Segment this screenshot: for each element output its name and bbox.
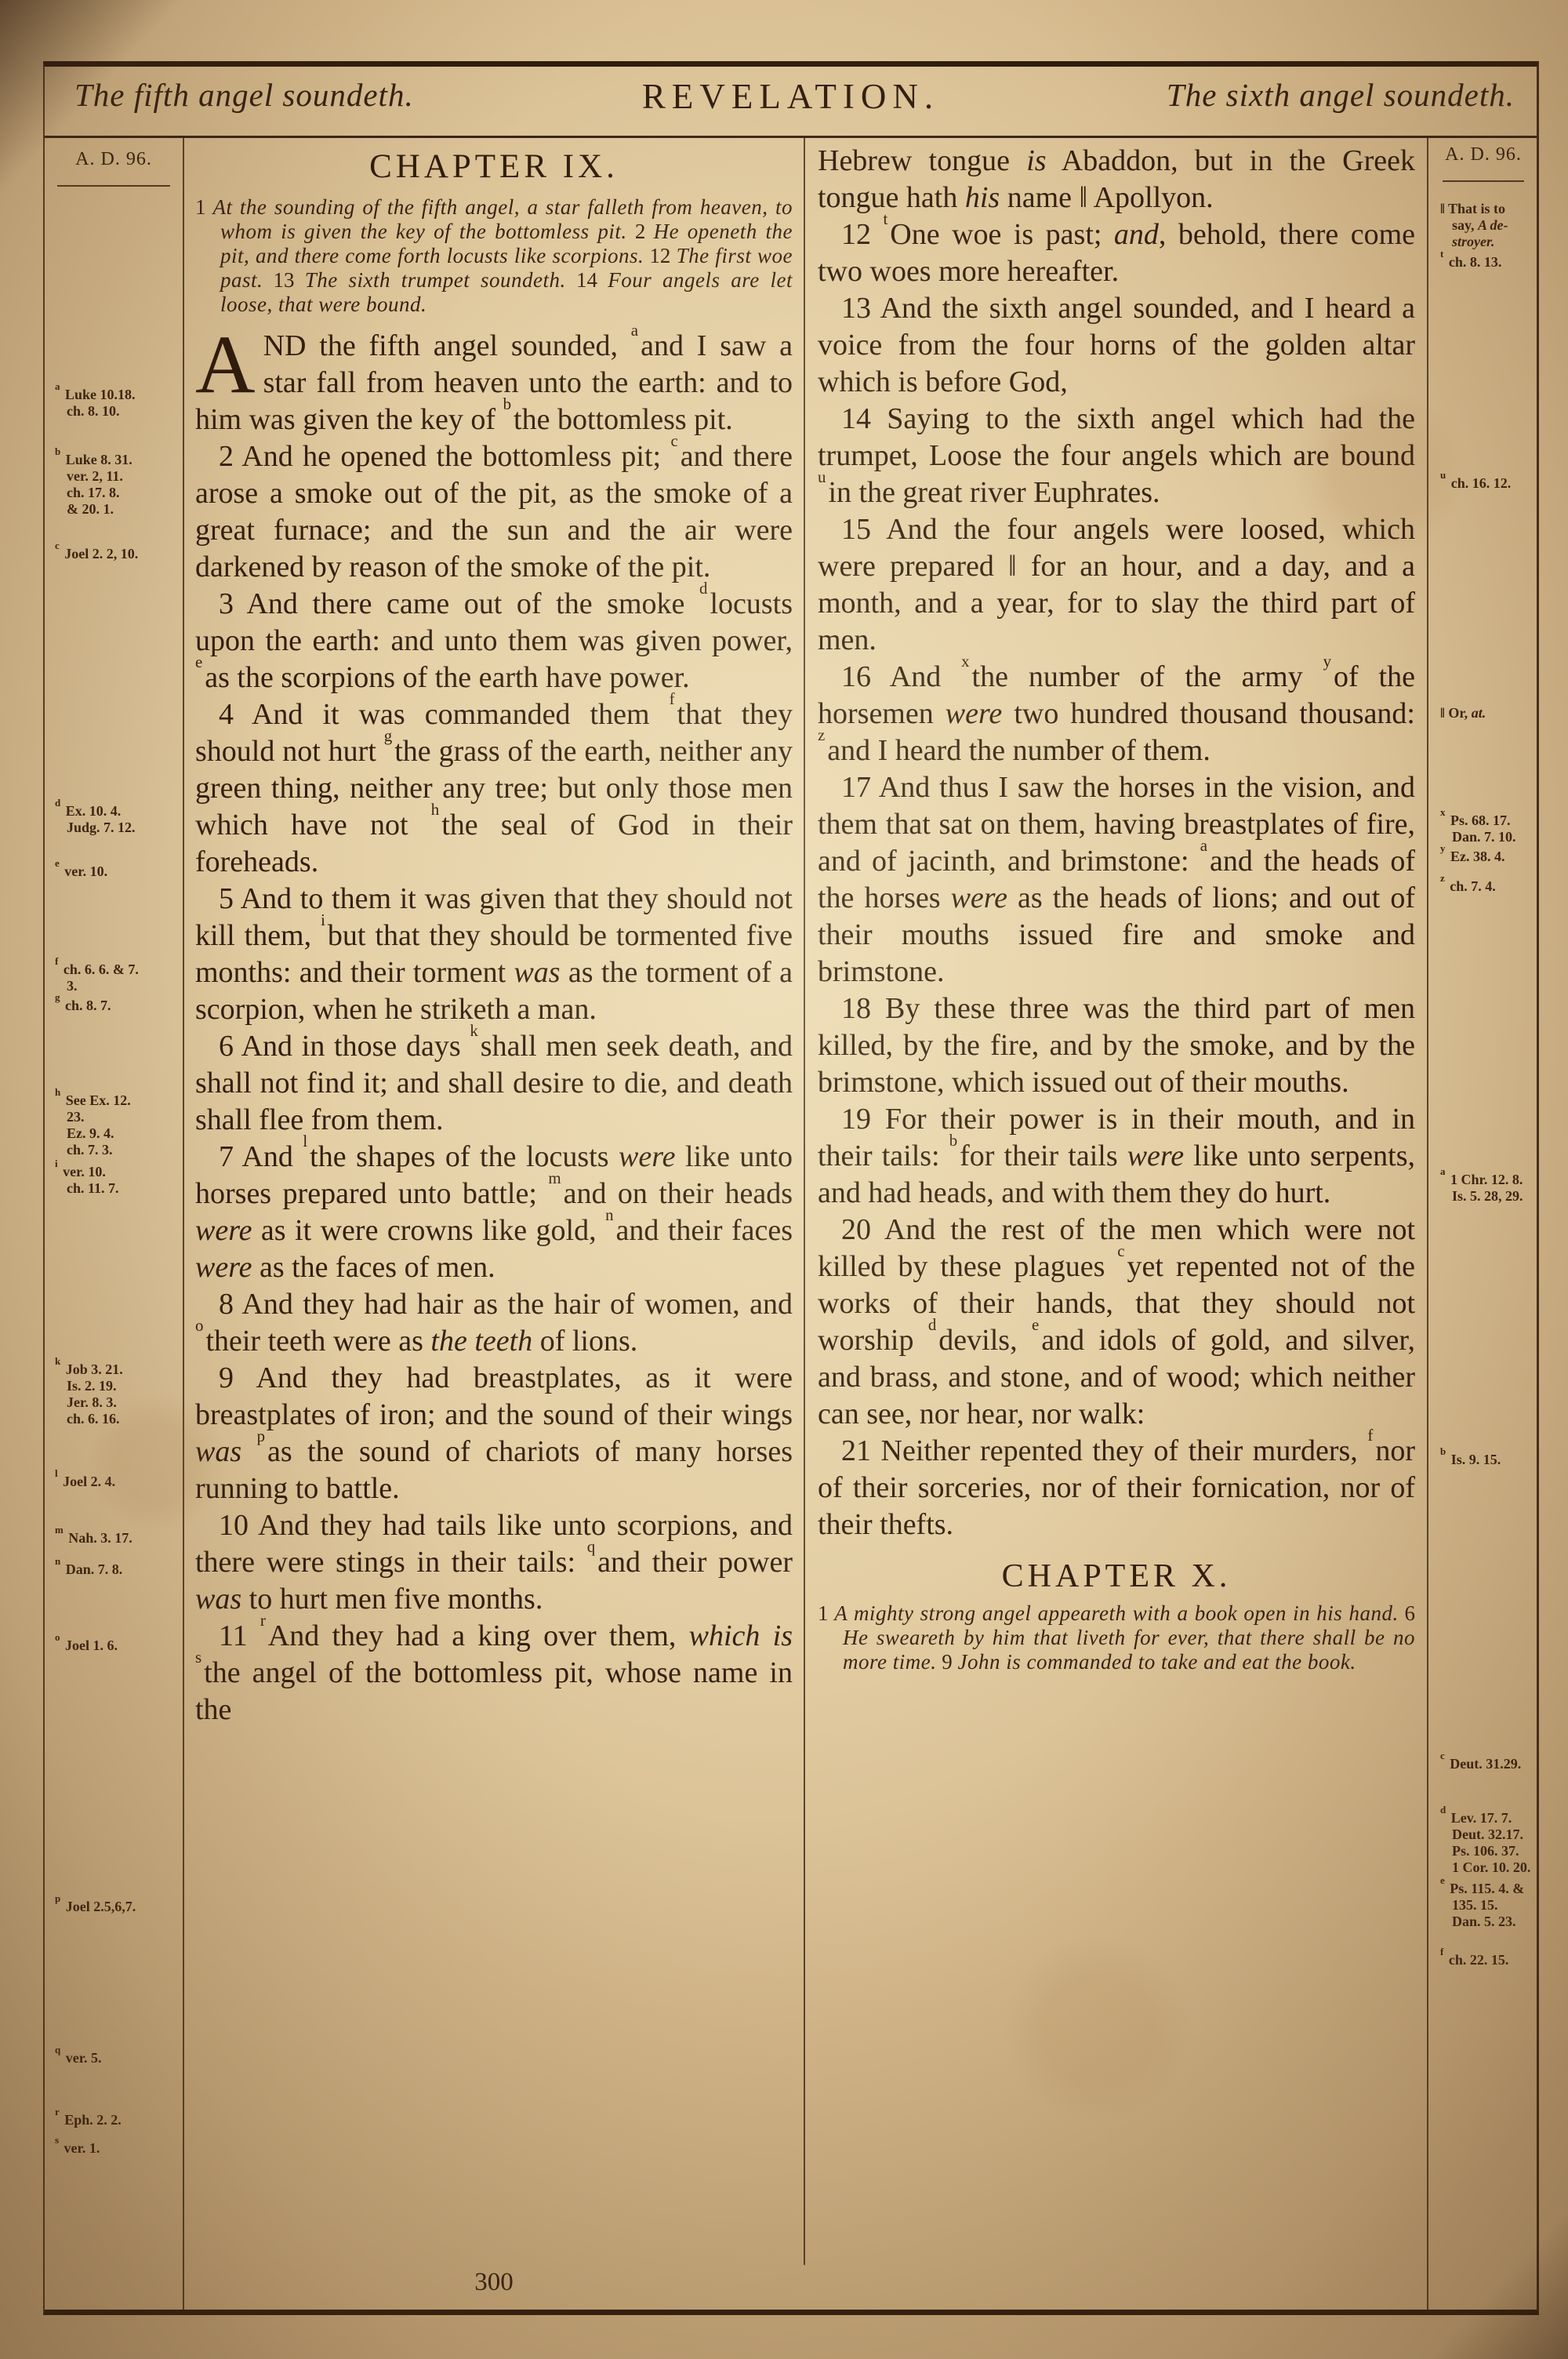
margin-note: $^e$ Ps. 115. 4. & 135. 15. Dan. 5. 23. bbox=[1440, 1874, 1525, 1929]
margin-note: $^n$ Dan. 7. 8. bbox=[55, 1555, 123, 1577]
page-number: 300 bbox=[474, 2268, 514, 2296]
verse: 19 For their power is in their mouth, and in their tails: $^b$for their tails were like unto serpents, and had heads, and with them they do hurt. bbox=[818, 1103, 1415, 1209]
margin-note: $^d$ Lev. 17. 7. Deut. 32.17. Ps. 106. 37. 1 Cor. 10. 20. bbox=[1440, 1804, 1531, 1875]
verse: 9 And they had breastplates, as it were breastplates of iron; and the sound of their wings was $^p$as the sound of chariots of many horses running to battle. bbox=[195, 1361, 793, 1505]
running-head-right: The sixth angel soundeth. bbox=[1166, 77, 1515, 113]
verse: 16 And $^x$the number of the army $^y$of the horsemen were two hundred thousand thousand: $^z$and I heard the number of them. bbox=[818, 651, 1415, 767]
margin-note: $^z$ ch. 7. 4. bbox=[1440, 872, 1496, 894]
running-head bbox=[45, 67, 1537, 138]
date-label-right: A. D. 96. bbox=[1445, 144, 1522, 165]
margin-note: $^f$ ch. 22. 15. bbox=[1440, 1946, 1509, 1968]
text-column-1 bbox=[184, 138, 804, 1728]
margin-note: $^c$ Joel 2. 2, 10. bbox=[55, 540, 139, 562]
margin-note: $^b$ Is. 9. 15. bbox=[1440, 1445, 1501, 1467]
margin-note: $^m$ Nah. 3. 17. bbox=[55, 1524, 132, 1546]
margin-note: $^f$ ch. 6. 6. & 7. 3. bbox=[55, 955, 139, 994]
verse: 17 And thus I saw the horses in the vision, and them that sat on them, having breastplates of fire, and of jacinth, and brimstone: $^a$and the heads of the horses were as the heads of lions; and out of their mouths issued fire and smoke and brimstone. bbox=[818, 771, 1415, 988]
date-label-left: A. D. 96. bbox=[75, 149, 152, 169]
verse: 5 And to them it was given that they should not kill them, $^i$but that they should be tormented five months: and their torment was as the torment of a scorpion, when he striketh a man. bbox=[195, 882, 793, 1026]
page-content bbox=[45, 138, 1537, 2310]
verse: 6 And in those days $^k$shall men seek death, and shall not find it; and shall desire to die, and death shall flee from them. bbox=[195, 1020, 793, 1136]
verse: 13 And the sixth angel sounded, and I heard a voice from the four horns of the golden altar which is before God, bbox=[818, 292, 1415, 398]
margin-note: $^p$ Joel 2.5,6,7. bbox=[55, 1892, 136, 1914]
margin-note: $^l$ Joel 2. 4. bbox=[55, 1467, 116, 1489]
margin-note: ‖ Or, at. bbox=[1440, 705, 1486, 721]
margin-note: $^s$ ver. 1. bbox=[55, 2134, 100, 2156]
margin-column-right bbox=[1430, 138, 1537, 2310]
margin-note: $^i$ ver. 10. ch. 11. 7. bbox=[55, 1158, 119, 1196]
page-border-frame bbox=[43, 61, 1539, 2315]
date-rule-right bbox=[1443, 180, 1524, 182]
chapter-10-heading: CHAPTER X. bbox=[1001, 1558, 1232, 1594]
verse: 15 And the four angels were loosed, which were prepared ‖ for an hour, and a day, and a month, and a year, for to slay the third part of men. bbox=[818, 513, 1415, 656]
margin-note: ‖ That is to say, A de- stroyer. bbox=[1440, 201, 1508, 249]
chapter-9-verses-column-2 bbox=[818, 143, 1415, 1543]
verse: 7 And $^l$the shapes of the locusts were like unto horses prepared unto battle; $^m$and on their heads were as it were crowns like gold, $^n$and their faces were as the faces of men. bbox=[195, 1131, 793, 1284]
margin-note: $^a$ 1 Chr. 12. 8. Is. 5. 28, 29. bbox=[1440, 1165, 1523, 1204]
margin-note: $^y$ Ez. 38. 4. bbox=[1440, 842, 1505, 864]
column-rule-center bbox=[804, 138, 805, 2265]
margin-note: $^e$ ver. 10. bbox=[55, 857, 108, 879]
margin-note: $^g$ ch. 8. 7. bbox=[55, 991, 111, 1013]
margin-column-left bbox=[45, 138, 183, 2310]
verse: 8 And they had hair as the hair of women, and $^o$their teeth were as the teeth of lions. bbox=[195, 1288, 793, 1358]
verse: 14 Saying to the sixth angel which had the trumpet, Loose the four angels which are bound $^u$in the great river Euphrates. bbox=[818, 402, 1415, 509]
verse: 20 And the rest of the men which were not killed by these plagues $^c$yet repented not of the works of their hands, that they should not worship $^d$devils, $^e$and idols of gold, and silver, and brass, and stone, and of wood; which neither can see, nor hear, nor walk: bbox=[818, 1213, 1415, 1430]
margin-note: $^a$ Luke 10.18. ch. 8. 10. bbox=[55, 380, 136, 419]
verse: 2 And he opened the bottomless pit; $^c$and there arose a smoke out of the pit, as the smoke of a great furnace; and the sun and the air were darkened by reason of the smoke of the pit. bbox=[195, 431, 793, 583]
margin-note: $^b$ Luke 8. 31. ver. 2, 11. ch. 17. 8. & 20. 1. bbox=[55, 445, 132, 517]
verse: 21 Neither repented they of their murders, $^f$nor of their sorceries, nor of their fornication, nor of their thefts. bbox=[818, 1425, 1415, 1541]
chapter-10-summary: 1 A mighty strong angel appeareth with a book open in his hand. 6 He sweareth by him that liveth for ever, that there shall be no more time. 9 John is commanded to take and eat the book. bbox=[818, 1601, 1415, 1674]
margin-note: $^x$ Ps. 68. 17. Dan. 7. 10. bbox=[1440, 806, 1516, 845]
verse: 18 By these three was the third part of men killed, by the fire, and by the smoke, and by the brimstone, which issued out of their mouths. bbox=[818, 992, 1415, 1099]
running-head-book-title: REVELATION. bbox=[641, 77, 940, 116]
margin-note: $^k$ Job 3. 21. Is. 2. 19. Jer. 8. 3. ch. 6. 16. bbox=[55, 1355, 123, 1427]
margin-note: $^h$ See Ex. 12. 23. Ez. 9. 4. ch. 7. 3. bbox=[55, 1086, 131, 1158]
text-column-2 bbox=[807, 138, 1426, 1685]
margin-note: $^u$ ch. 16. 12. bbox=[1440, 469, 1512, 491]
margin-note: $^c$ Deut. 31.29. bbox=[1440, 1750, 1522, 1772]
verse: 3 And there came out of the smoke $^d$locusts upon the earth: and unto them was given power, $^e$as the scorpions of the earth have power. bbox=[195, 578, 793, 694]
verse: 4 And it was commanded them $^f$that they should not hurt $^g$the grass of the earth, neither any green thing, neither any tree; but only those men which have not $^h$the seal of God in their foreheads. bbox=[195, 689, 793, 878]
chapter-9-summary: 1 At the sounding of the fifth angel, a star falleth from heaven, to whom is given the key of the bottomless pit. 2 He openeth the pit, and there come forth locusts like scorpions. 12 The first woe past. 13 The sixth trumpet soundeth. 14 Four angels are let loose, that were bound. bbox=[195, 195, 793, 316]
drop-cap-initial: A bbox=[195, 318, 256, 410]
verse: 10 And they had tails like unto scorpions, and there were stings in their tails: $^q$and their power was to hurt men five months. bbox=[195, 1509, 793, 1616]
verse: 11 $^r$And they had a king over them, which is $^s$the angel of the bottomless pit, whose name in the bbox=[195, 1610, 793, 1726]
margin-note: $^q$ ver. 5. bbox=[55, 2044, 102, 2066]
date-rule-left bbox=[57, 185, 170, 187]
chapter-9-heading: CHAPTER IX. bbox=[369, 148, 619, 185]
running-head-left: The fifth angel soundeth. bbox=[74, 77, 414, 113]
verse: 12 $^t$One woe is past; and, behold, there come two woes more hereafter. bbox=[818, 209, 1415, 288]
verse: AND the fifth angel sounded, $^a$and I saw a star fall from heaven unto the earth: and to him was given the key of $^b$the bottomless pit. bbox=[195, 318, 793, 436]
verse: Hebrew tongue is Abaddon, but in the Greek tongue hath his name ‖ Apollyon. bbox=[818, 144, 1415, 214]
column-rule-right bbox=[1427, 138, 1428, 2310]
margin-note: $^r$ Eph. 2. 2. bbox=[55, 2106, 122, 2128]
margin-note: $^t$ ch. 8. 13. bbox=[1440, 248, 1502, 270]
margin-note: $^o$ Joel 1. 6. bbox=[55, 1631, 118, 1653]
chapter-9-verses-column-1 bbox=[195, 318, 793, 1728]
margin-note: $^d$ Ex. 10. 4. Judg. 7. 12. bbox=[55, 797, 136, 835]
